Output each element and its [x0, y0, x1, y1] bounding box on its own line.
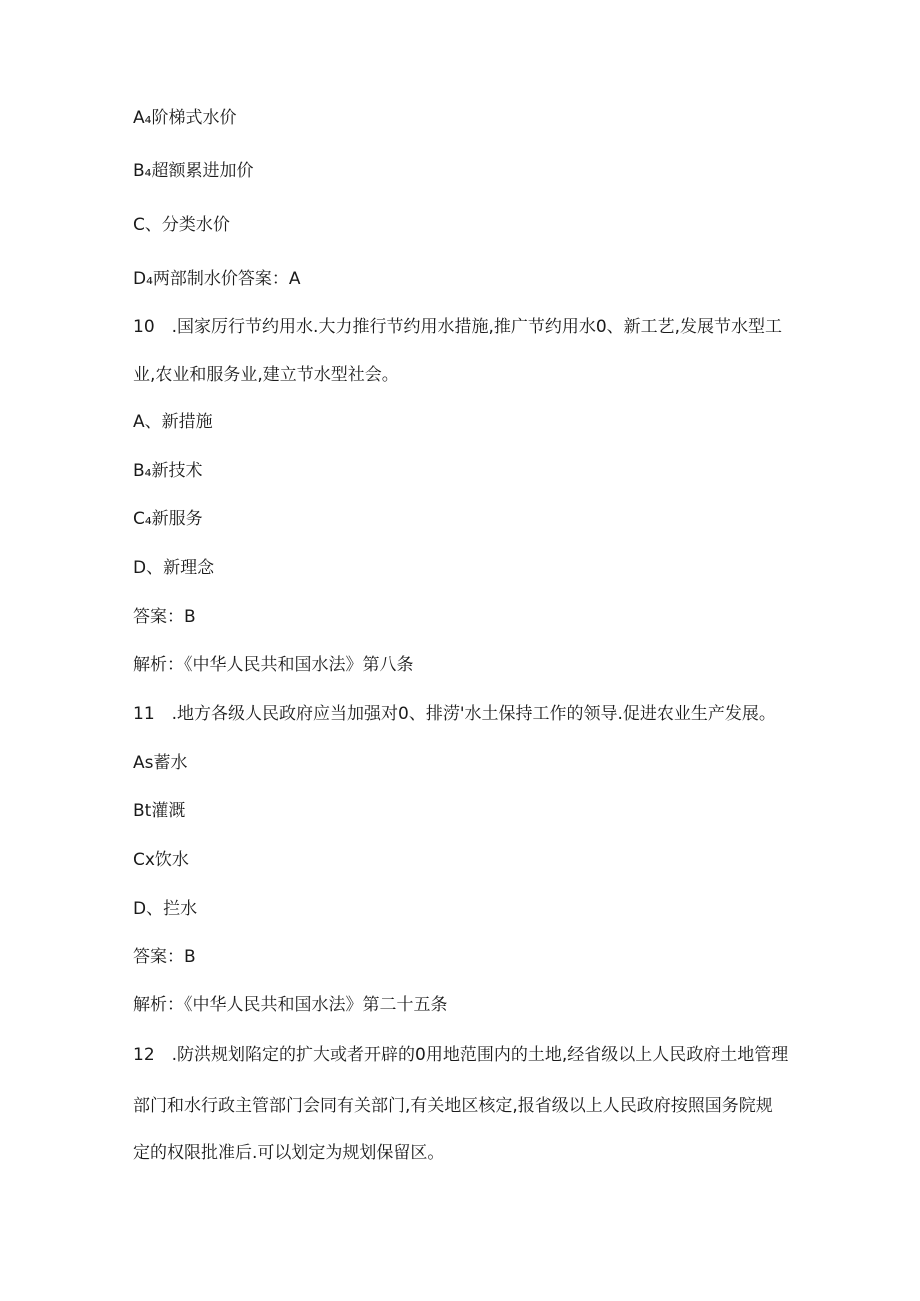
question-11-line-1: 11 .地方各级人民政府应当加强对0、排涝'水土保持工作的领导.促进农业生产发展。 [133, 704, 776, 724]
q10-option-c: C₄新服务 [133, 509, 203, 529]
question-12-line-2: 部门和水行政主管部门会同有关部门,有关地区核定,报省级以上人民政府按照国务院规 [133, 1096, 773, 1116]
question-10-line-2: 业,农业和服务业,建立节水型社会。 [133, 365, 399, 385]
question-12-line-1: 12 .防洪规划陷定的扩大或者开辟的0用地范围内的土地,经省级以上人民政府土地管理 [133, 1045, 789, 1065]
q10-option-d: D、新理念 [133, 558, 215, 578]
option-a-text: A₄阶梯式水价 [133, 108, 237, 128]
q10-explanation: 解析：《中华人民共和国水法》第八条 [133, 655, 414, 675]
question-12-line-3: 定的权限批准后.可以划定为规划保留区。 [133, 1143, 445, 1163]
q11-option-a: As蓄水 [133, 753, 188, 773]
q10-answer: 答案：B [133, 607, 196, 627]
q11-option-d: D、拦水 [133, 899, 198, 919]
q11-explanation: 解析：《中华人民共和国水法》第二十五条 [133, 995, 448, 1015]
q10-option-a: A、新措施 [133, 412, 213, 432]
option-c-text: C、分类水价 [133, 215, 230, 235]
question-10-line-1: 10 .国家厉行节约用水.大力推行节约用水措施,推广节约用水0、新工艺,发展节水型工 [133, 317, 783, 337]
q11-option-c: Cx饮水 [133, 850, 189, 870]
q10-option-b: B₄新技术 [133, 461, 203, 481]
option-d-answer-text: D₄两部制水价答案：A [133, 269, 301, 289]
q11-option-b: Bt灌溉 [133, 801, 186, 821]
q11-answer: 答案：B [133, 947, 196, 967]
option-b-text: B₄超额累进加价 [133, 161, 254, 181]
